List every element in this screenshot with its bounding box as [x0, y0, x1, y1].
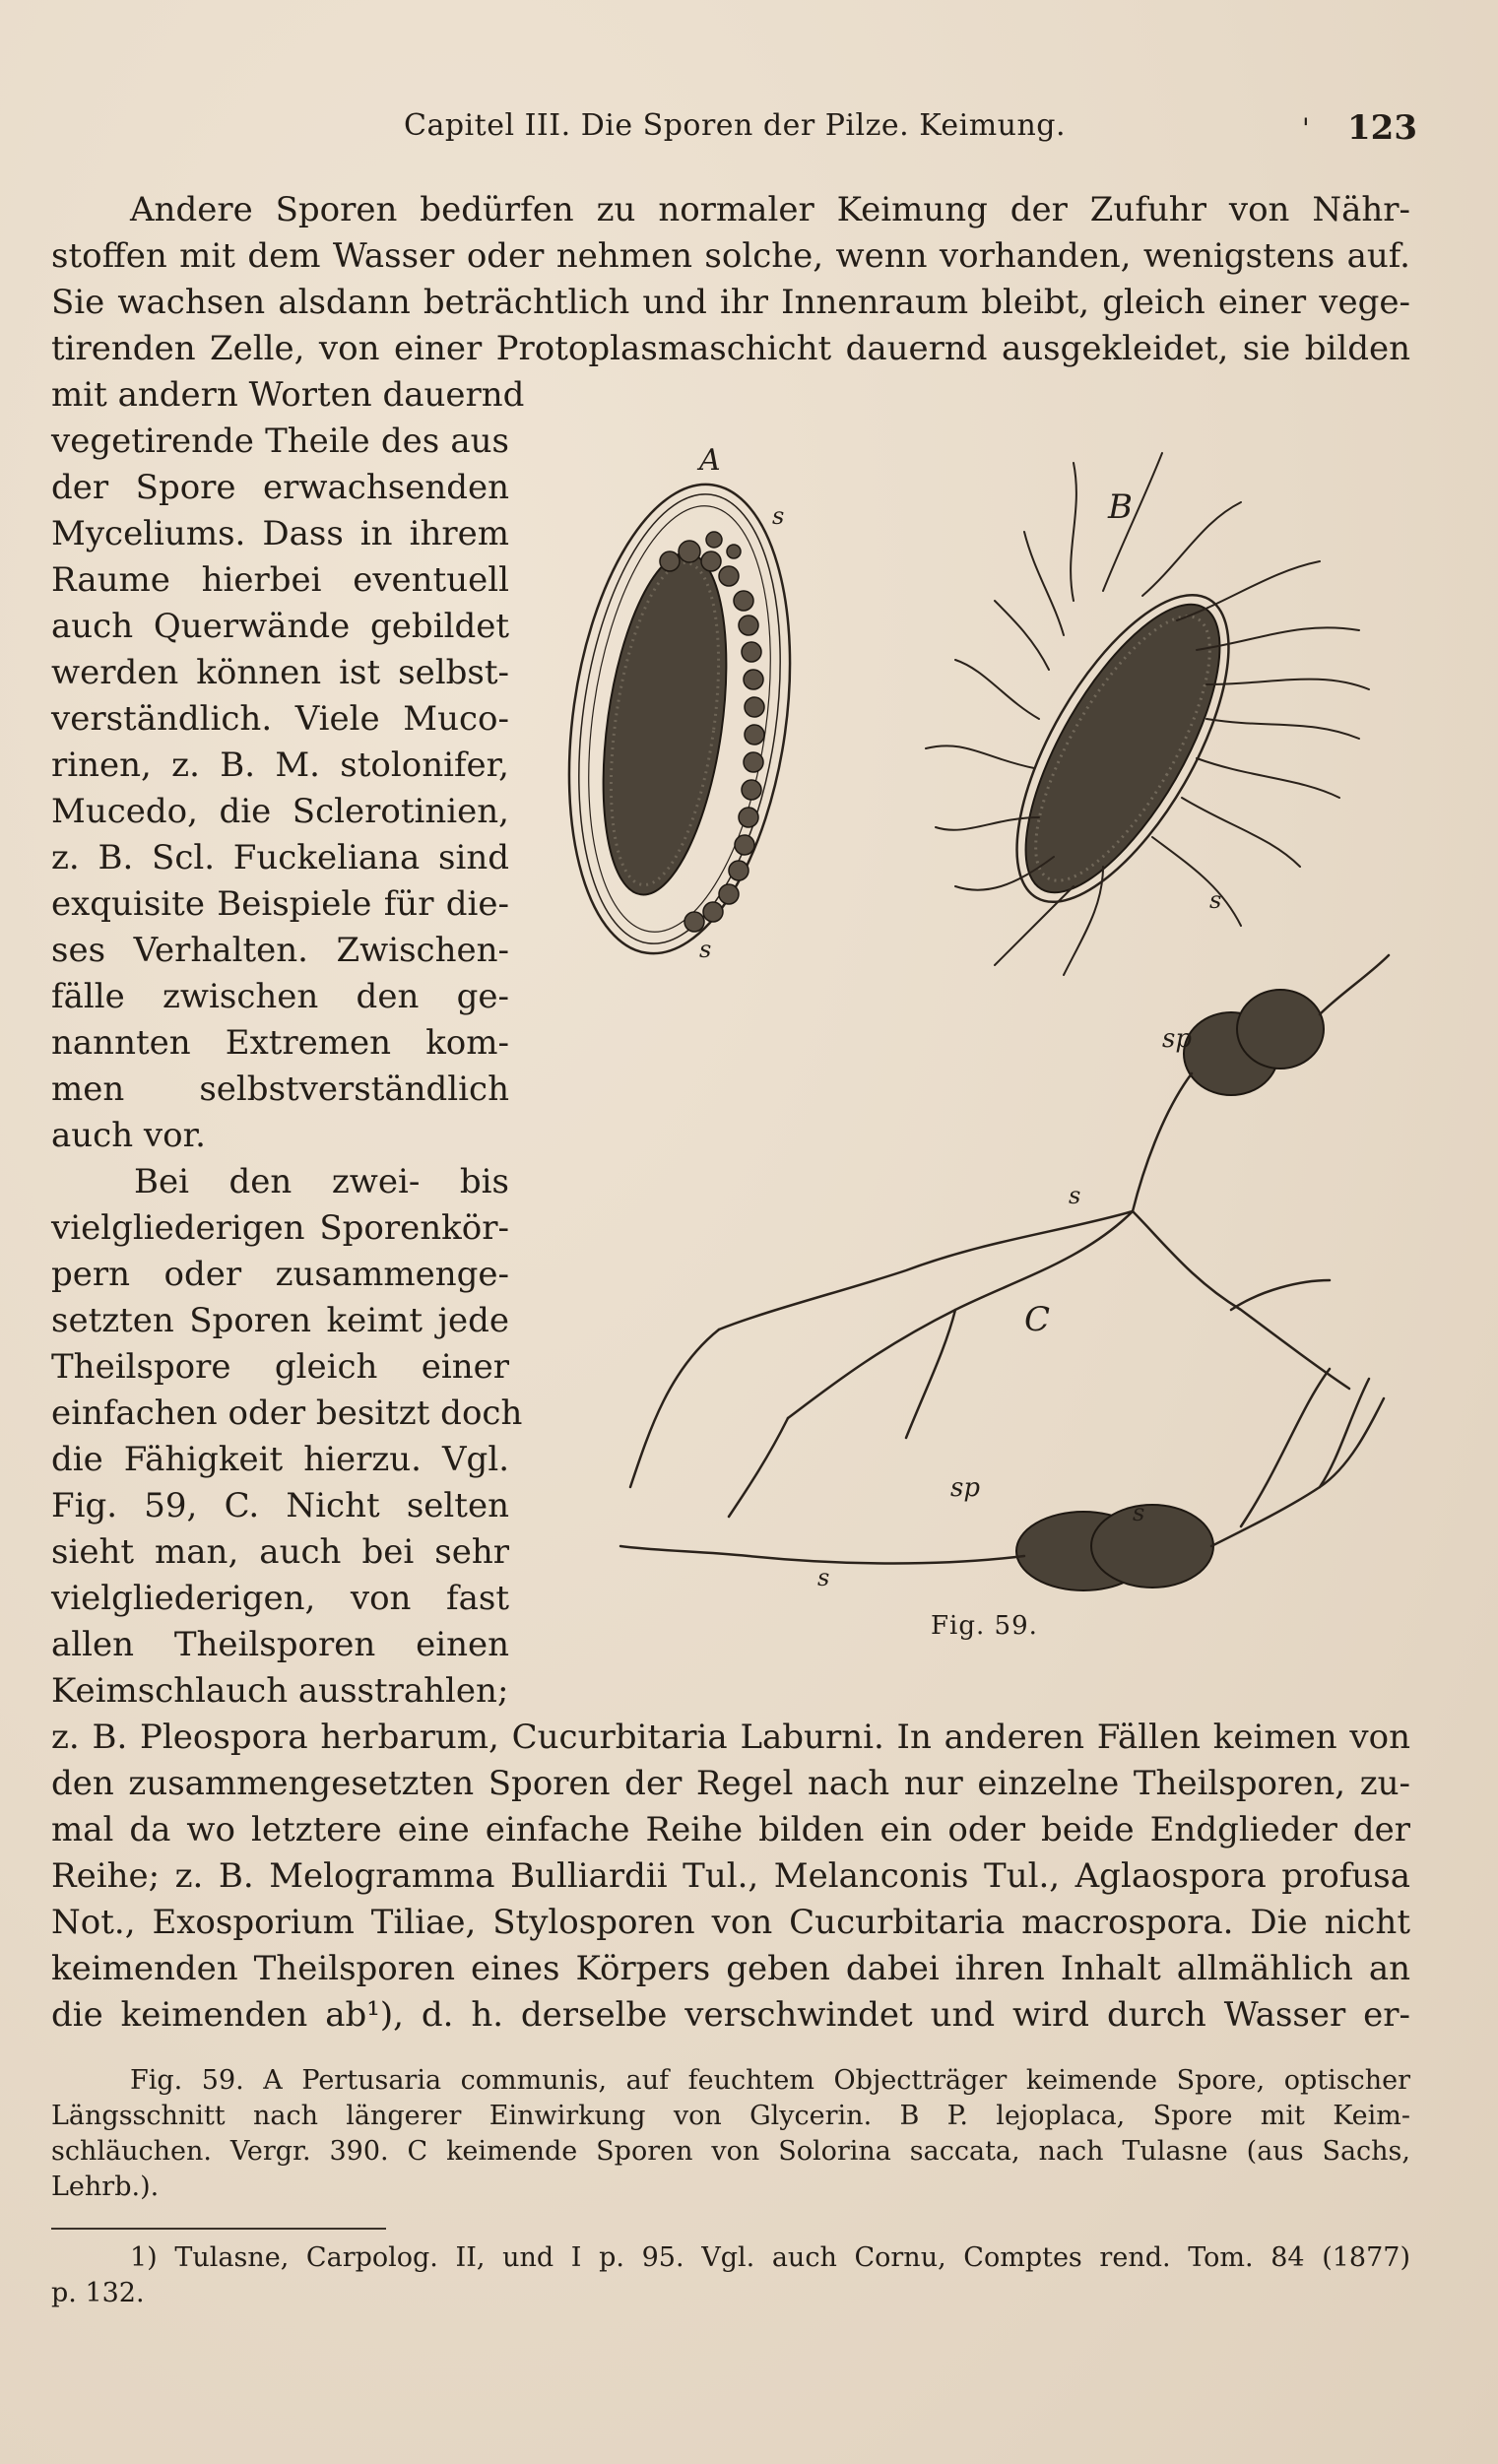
- body-line: Not., Exosporium Tiliae, Stylosporen von Cucurbitaria macrospora. Die nicht: [51, 1903, 1410, 1942]
- spore-b-drawing: [926, 453, 1369, 975]
- body-line: Reihe; z. B. Melogramma Bulliardii Tul., Melanconis Tul., Aglaospora profusa: [51, 1856, 1410, 1896]
- column-line: auch Querwände gebildet: [51, 607, 509, 646]
- figure-label-s: s: [817, 1564, 830, 1591]
- page-number: 123: [1347, 108, 1417, 148]
- column-line: vielgliederigen Sporenkör-: [51, 1208, 509, 1248]
- figure-59-illustration: [552, 423, 1418, 1635]
- caption-line: schläuchen. Vergr. 390. C keimende Sporen von Solorina saccata, nach Tulasne (aus Sachs,: [51, 2136, 1410, 2167]
- column-line: Bei den zwei- bis: [134, 1162, 509, 1201]
- figure-label-sp: sp: [950, 1473, 980, 1503]
- body-line: tirenden Zelle, von einer Protoplasmaschicht dauernd ausgekleidet, sie bilden: [51, 329, 1410, 368]
- body-line: z. B. Pleospora herbarum, Cucurbitaria Laburni. In anderen Fällen keimen von: [51, 1718, 1410, 1757]
- column-line: rinen, z. B. M. stolonifer,: [51, 746, 509, 785]
- figure-label-sp: sp: [1162, 1024, 1192, 1054]
- figure-label-c: C: [1024, 1300, 1051, 1339]
- page-header: [0, 108, 1498, 158]
- column-line: mit andern Worten dauernd: [51, 375, 525, 415]
- figure-label-b: B: [1108, 487, 1133, 527]
- column-line: auch vor.: [51, 1116, 206, 1155]
- column-line: Raume hierbei eventuell: [51, 560, 509, 600]
- column-line: Keimschlauch ausstrahlen;: [51, 1671, 509, 1711]
- body-line: keimenden Theilsporen eines Körpers geben dabei ihren Inhalt allmählich an: [51, 1949, 1410, 1988]
- column-line: verständlich. Viele Muco-: [51, 699, 509, 739]
- body-line: stoffen mit dem Wasser oder nehmen solche, wenn vorhanden, wenigstens auf.: [51, 236, 1410, 276]
- column-line: z. B. Scl. Fuckeliana sind: [51, 838, 509, 877]
- figure-label-s: s: [1209, 886, 1222, 914]
- column-line: vielgliederigen, von fast: [51, 1579, 509, 1618]
- column-line: werden können ist selbst-: [51, 653, 509, 692]
- column-line: fälle zwischen den ge-: [51, 977, 509, 1016]
- figure-label-s: s: [772, 502, 785, 530]
- column-line: Theilspore gleich einer: [51, 1347, 509, 1387]
- column-line: die Fähigkeit hierzu. Vgl.: [51, 1440, 509, 1479]
- column-line: men selbstverständlich: [51, 1070, 509, 1109]
- column-line: setzten Sporen keimt jede: [51, 1301, 509, 1340]
- caption-line: Fig. 59. A Pertusaria communis, auf feuchtem Objectträger keimende Spore, optischer: [130, 2065, 1410, 2096]
- column-line: einfachen oder besitzt doch: [51, 1394, 523, 1433]
- spore-a-drawing: [552, 470, 817, 967]
- body-line: die keimenden ab¹), d. h. derselbe verschwindet und wird durch Wasser er-: [51, 1995, 1410, 2035]
- figure-label-s: s: [699, 936, 712, 963]
- column-line: Fig. 59, C. Nicht selten: [51, 1486, 509, 1525]
- body-line: Sie wachsen alsdann beträchtlich und ihr Innenraum bleibt, gleich einer vege-: [51, 283, 1410, 322]
- footnote-line: p. 132.: [51, 2278, 145, 2308]
- figure-number: Fig. 59.: [931, 1611, 1038, 1641]
- figure-label-s: s: [1069, 1182, 1081, 1209]
- column-line: ses Verhalten. Zwischen-: [51, 931, 509, 970]
- column-line: Myceliums. Dass in ihrem: [51, 514, 509, 553]
- column-line: allen Theilsporen einen: [51, 1625, 509, 1664]
- column-line: nannten Extremen kom-: [51, 1023, 509, 1063]
- body-line: den zusammengesetzten Sporen der Regel nach nur einzelne Theilsporen, zu-: [51, 1764, 1410, 1803]
- footnote-rule: [51, 2228, 386, 2230]
- column-line: sieht man, auch bei sehr: [51, 1532, 509, 1572]
- caption-line: Längsschnitt nach längerer Einwirkung von Glycerin. B P. lejoplaca, Spore mit Keim-: [51, 2101, 1410, 2131]
- column-line: pern oder zusammenge-: [51, 1255, 509, 1294]
- body-line: Andere Sporen bedürfen zu normaler Keimung der Zufuhr von Nähr-: [130, 190, 1410, 229]
- spore-c-drawing: [620, 955, 1389, 1590]
- figure-label-s: s: [1133, 1499, 1145, 1526]
- figure-label-a: A: [699, 443, 721, 478]
- body-line: mal da wo letztere eine einfache Reihe bilden ein oder beide Endglieder der: [51, 1810, 1410, 1849]
- print-mark: ': [1302, 112, 1310, 145]
- running-head: Capitel III. Die Sporen der Pilze. Keimung.: [404, 108, 1067, 143]
- column-line: exquisite Beispiele für die-: [51, 884, 509, 924]
- caption-line: Lehrb.).: [51, 2172, 160, 2202]
- column-line: der Spore erwachsenden: [51, 468, 509, 507]
- column-line: vegetirende Theile des aus: [51, 421, 509, 461]
- footnote-line: 1) Tulasne, Carpolog. II, und I p. 95. Vgl. auch Cornu, Comptes rend. Tom. 84 (1877): [130, 2242, 1410, 2273]
- column-line: Mucedo, die Sclerotinien,: [51, 792, 509, 831]
